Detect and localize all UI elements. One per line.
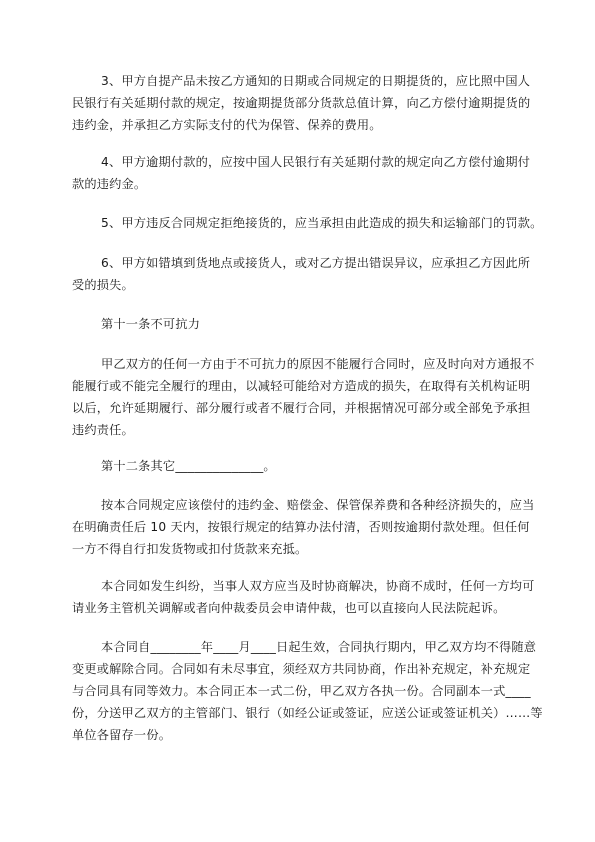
article-11-body [72, 353, 535, 441]
text-line: 5、甲方违反合同规定拒绝接货的，应当承担由此造成的损失和运输部门的罚款。 [101, 216, 543, 230]
text-line: 民银行有关延期付款的规定，按逾期提货部分货款总值计算，向乙方偿付逾期提货的 [72, 96, 531, 110]
text-line: 一方不得自行扣发货物或扣付货款来充抵。 [72, 542, 308, 556]
clause-4-paragraph [72, 151, 531, 195]
text-line: 违约金，并承担乙方实际支付的代为保管、保养的费用。 [72, 118, 382, 132]
text-line: 变更或解除合同。合同如有未尽事宜，须经双方共同协商，作出补充规定，补充规定 [72, 662, 531, 676]
section-heading: 第十二条其它______________。 [101, 459, 276, 473]
text-line: 6、甲方如错填到货地点或接货人，或对乙方提出错误异议，应承担乙方因此所 [101, 256, 531, 270]
text-line: 受的损失。 [72, 278, 134, 292]
text-line: 3、甲方自提产品未按乙方通知的日期或合同规定的日期提货的，应比照中国人 [101, 74, 531, 88]
payment-clause-paragraph [72, 494, 535, 560]
clause-6-paragraph [72, 252, 531, 296]
text-line: 请业务主管机关调解或者向仲裁委员会申请仲裁，也可以直接向人民法院起诉。 [72, 601, 506, 615]
effect-clause-paragraph [72, 636, 543, 746]
text-line: 本合同如发生纠纷，当事人双方应当及时协商解决，协商不成时，任何一方均可 [101, 579, 535, 593]
dispute-clause-paragraph [72, 575, 535, 619]
text-line: 单位各留存一份。 [72, 728, 172, 742]
clause-3-paragraph [72, 70, 531, 136]
text-line: 份，分送甲乙双方的主管部门、银行（如经公证或签证，应送公证或签证机关）……等 [72, 706, 543, 720]
text-line: 本合同自________年____月____日起生效，合同执行期内，甲乙双方均不得随意 [101, 640, 537, 654]
text-line: 在明确责任后 10 天内，按银行规定的结算办法付清，否则按逾期付款处理。但任何 [72, 520, 530, 534]
text-line: 能履行或不能完全履行的理由，以减轻可能给对方造成的损失，在取得有关机构证明 [72, 379, 531, 393]
text-line: 款的违约金。 [72, 177, 147, 191]
text-line: 以后，允许延期履行、部分履行或者不履行合同，并根据情况可部分或全部免予承担 [72, 401, 531, 415]
section-heading: 第十一条不可抗力 [101, 317, 201, 331]
clause-5-paragraph [72, 212, 543, 234]
text-line: 4、甲方逾期付款的，应按中国人民银行有关延期付款的规定向乙方偿付逾期付 [101, 155, 531, 169]
text-line: 甲乙双方的任何一方由于不可抗力的原因不能履行合同时，应及时向对方通报不 [101, 357, 535, 371]
text-line: 与合同具有同等效力。本合同正本一式二份，甲乙双方各执一份。合同副本一式____ [72, 684, 531, 698]
article-12-heading [72, 455, 527, 477]
text-line: 按本合同规定应该偿付的违约金、赔偿金、保管保养费和各种经济损失的，应当 [101, 498, 535, 512]
article-11-heading [72, 313, 527, 335]
text-line: 违约责任。 [72, 423, 134, 437]
